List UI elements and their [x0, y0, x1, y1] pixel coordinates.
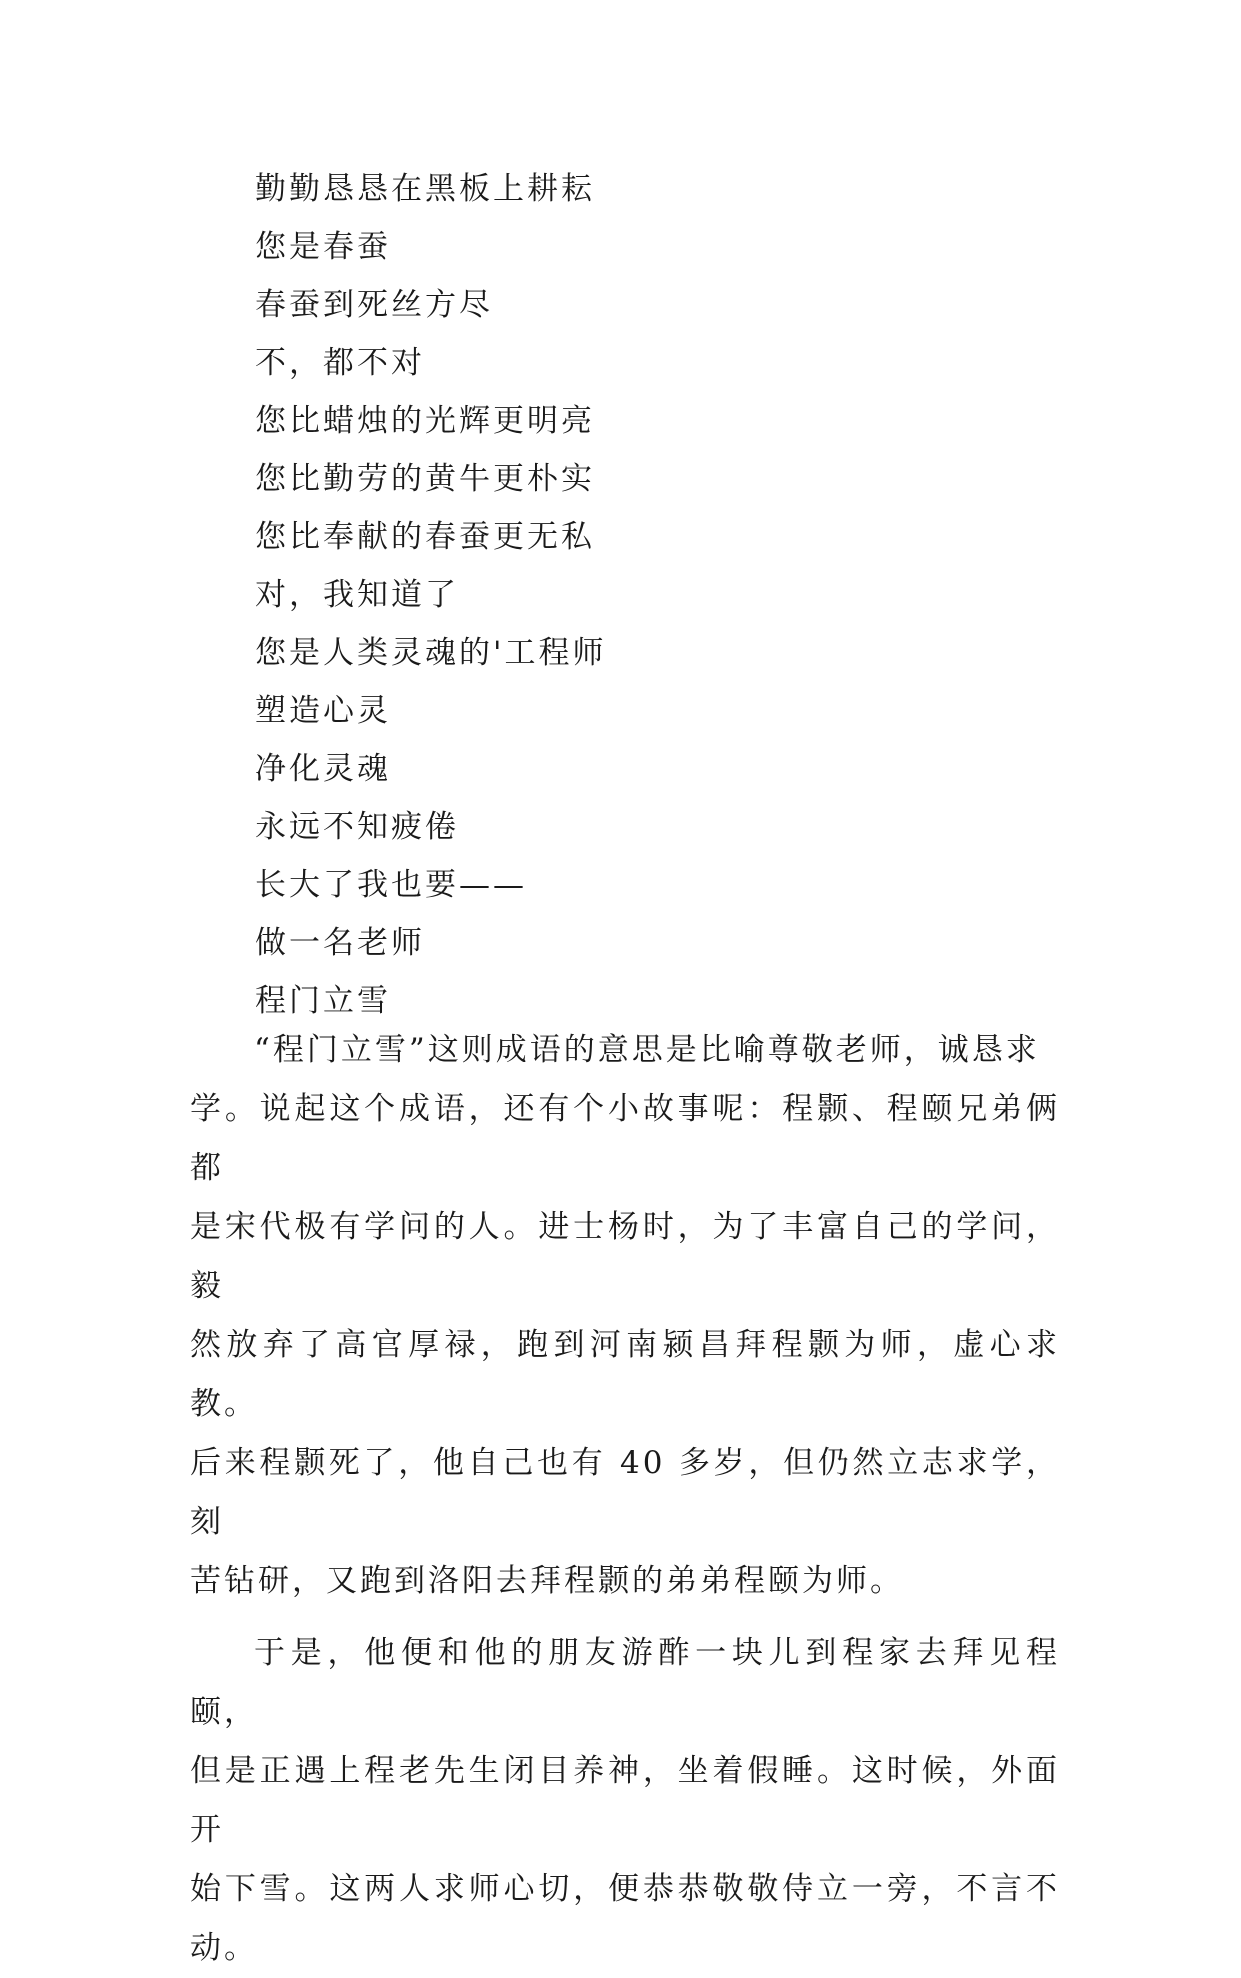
poem-line: 您比奉献的春蚕更无私	[255, 519, 595, 555]
poem-line: 永远不知疲倦	[255, 809, 459, 845]
paragraph: “程门立雪”这则成语的意思是比喻尊敬老师，诚恳求 学。说起这个成语，还有个小故事呢：程颢、程颐兄弟俩都 是宋代极有学问的人。进士杨时，为了丰富自己的学问，毅 然放弃了高官厚禄，跑到河南颍昌拜程颢为师，虚心求教。 后来程颢死了，他自己也有 40 多岁，但仍然立志求学，刻 苦钻研，又跑到洛阳去拜程颢的弟弟程颐为师。	[190, 1032, 1060, 1599]
poem-line: 不，都不对	[255, 345, 425, 381]
section-heading: 程门立雪	[255, 983, 391, 1019]
poem-line: 净化灵魂	[255, 751, 391, 787]
poem-line: 对，我知道了	[255, 577, 459, 613]
poem-line: 您是春蚕	[255, 229, 391, 265]
poem-line: 您是人类灵魂的'工程师	[255, 635, 607, 671]
poem-line: 春蚕到死丝方尽	[255, 287, 493, 323]
poem-line: 您比勤劳的黄牛更朴实	[255, 461, 595, 497]
poem-line: 做一名老师	[255, 925, 425, 961]
poem-line: 长大了我也要——	[255, 867, 527, 903]
prose-body	[190, 1021, 1060, 1978]
poem-line: 塑造心灵	[255, 693, 391, 729]
poem-line: 勤勤恳恳在黑板上耕耘	[255, 171, 595, 207]
poem	[255, 160, 607, 1030]
paragraph: 于是，他便和他的朋友游酢一块儿到程家去拜见程颐， 但是正遇上程老先生闭目养神，坐着假睡。这时候，外面开 始下雪。这两人求师心切，便恭恭敬敬侍立一旁，不言不动。	[190, 1635, 1060, 1966]
poem-line: 您比蜡烛的光辉更明亮	[255, 403, 595, 439]
